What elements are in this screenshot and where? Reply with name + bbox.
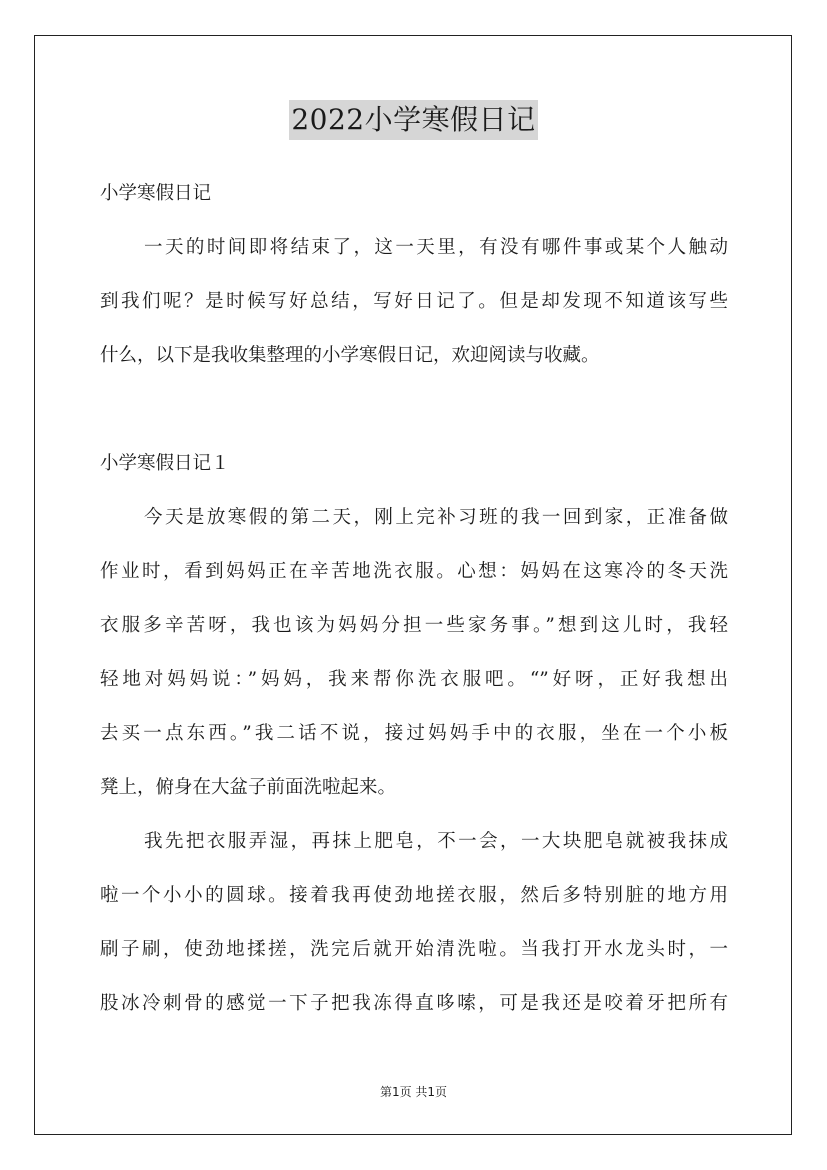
- section-heading: 小学寒假日记１: [100, 453, 230, 474]
- paragraph-line: 什么，以下是我收集整理的小学寒假日记，欢迎阅读与收藏。: [100, 345, 600, 366]
- paragraph-line: 我先把衣服弄湿，再抹上肥皂，不一会，一大块肥皂就被我抹成: [144, 831, 728, 852]
- paragraph-line: 刷子刷，使劲地揉搓，洗完后就开始清洗啦。当我打开水龙头时，一: [100, 939, 728, 960]
- paragraph-line: 轻地对妈妈说：”妈妈，我来帮你洗衣服吧。“”好呀，正好我想出: [100, 669, 728, 690]
- paragraph-line: 一天的时间即将结束了，这一天里，有没有哪件事或某个人触动: [144, 237, 728, 258]
- document-title: 2022小学寒假日记: [289, 100, 537, 140]
- paragraph-line: 啦一个小小的圆球。接着我再使劲地搓衣服，然后多特别脏的地方用: [100, 885, 728, 906]
- paragraph-line: 衣服多辛苦呀，我也该为妈妈分担一些家务事。”想到这儿时，我轻: [100, 615, 728, 636]
- paragraph-line: 作业时，看到妈妈正在辛苦地洗衣服。心想：妈妈在这寒冷的冬天洗: [100, 561, 728, 582]
- paragraph-line: 到我们呢？是时候写好总结，写好日记了。但是却发现不知道该写些: [100, 291, 728, 312]
- page-footer: 第1页 共1页: [379, 1085, 448, 1099]
- section-heading: 小学寒假日记: [100, 183, 212, 204]
- paragraph-line: 凳上，俯身在大盆子前面洗啦起来。: [100, 777, 397, 798]
- title-container: [0, 100, 827, 140]
- paragraph-line: 股冰冷刺骨的感觉一下子把我冻得直哆嗦，可是我还是咬着牙把所有: [100, 993, 728, 1014]
- paragraph-line: 今天是放寒假的第二天，刚上完补习班的我一回到家，正准备做: [144, 507, 728, 528]
- paragraph-line: 去买一点东西。”我二话不说，接过妈妈手中的衣服，坐在一个小板: [100, 723, 728, 744]
